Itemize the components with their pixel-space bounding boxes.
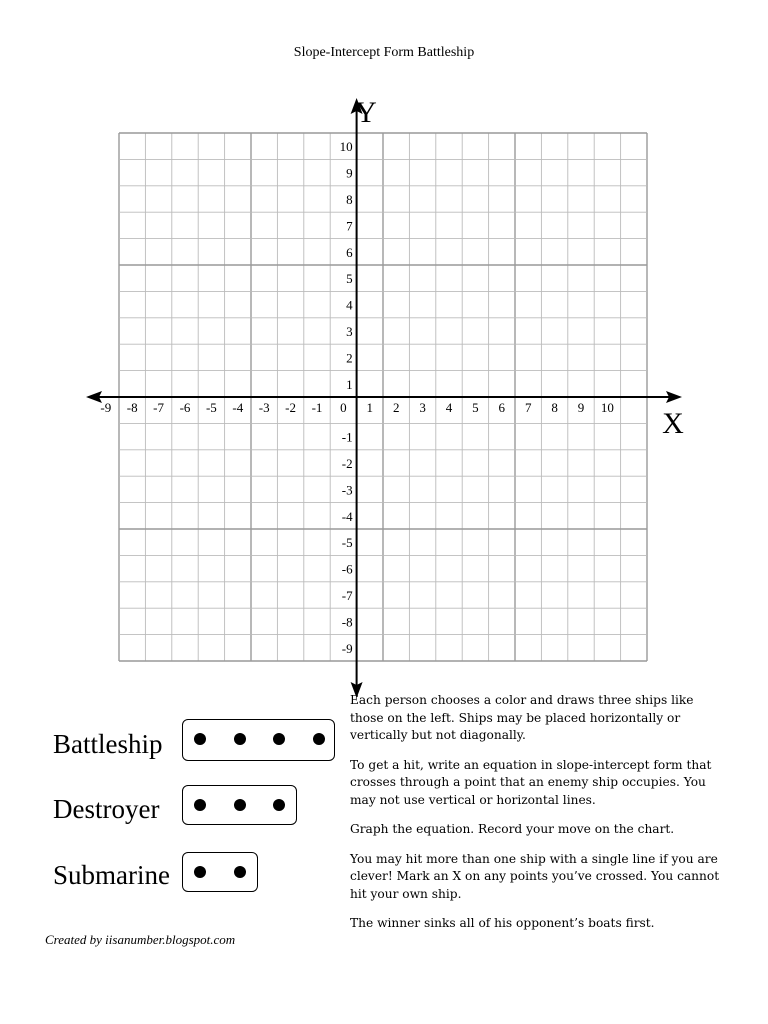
y-tick-label: -3 — [341, 482, 353, 498]
ship-hole-dot — [234, 866, 246, 878]
ship-label-battleship: Battleship — [53, 729, 163, 759]
ship-hole-dot — [313, 733, 325, 745]
y-tick-label: -1 — [341, 429, 353, 445]
x-tick-label: 4 — [445, 400, 453, 415]
x-tick-label: 10 — [600, 400, 614, 415]
ship-label-submarine: Submarine — [53, 860, 170, 890]
x-tick-label: 9 — [577, 400, 585, 415]
y-tick-label: 8 — [346, 192, 353, 207]
instruction-paragraph: Each person chooses a color and draws three ships like those on the left. Ships may be placed horizontally or vertically but not diagonally. — [350, 693, 694, 742]
x-tick-label: -9 — [100, 400, 112, 415]
instruction-paragraph: Graph the equation. Record your move on the chart. — [350, 822, 675, 836]
x-tick-label: -3 — [258, 400, 270, 415]
x-tick-label: -2 — [285, 400, 297, 415]
ship-hole-dot — [273, 733, 285, 745]
x-tick-label: 7 — [524, 400, 532, 415]
x-tick-label: 1 — [366, 400, 374, 415]
x-tick-label: -8 — [126, 400, 138, 415]
y-tick-label: 6 — [346, 244, 353, 260]
y-tick-label: -7 — [341, 588, 353, 603]
x-tick-label: -1 — [311, 400, 323, 415]
submarine-ship-box — [182, 852, 258, 892]
instruction-paragraph: The winner sinks all of his opponent’s boats first. — [350, 916, 655, 930]
x-tick-label: 3 — [419, 400, 426, 415]
x-axis-label: X — [662, 407, 684, 440]
battleship-ship-box — [182, 719, 335, 761]
x-tick-label: 8 — [551, 400, 558, 415]
x-tick-label: -6 — [179, 400, 191, 415]
y-tick-label: -5 — [341, 535, 353, 551]
instruction-paragraph: To get a hit, write an equation in slope-intercept form that crosses through a point that an enemy ship occupies. You may not use vertical or horizontal lines. — [350, 757, 712, 807]
y-tick-label: -9 — [341, 640, 353, 656]
instruction-paragraph: You may hit more than one ship with a single line if you are clever! Mark an X on any points you’ve crossed. You cannot hit your own ship. — [350, 851, 720, 901]
y-tick-label: -6 — [341, 561, 353, 577]
ship-hole-dot — [234, 799, 246, 811]
x-tick-label: 0 — [340, 400, 347, 415]
page-title: Slope-Intercept Form Battleship — [293, 45, 475, 60]
y-tick-label: 7 — [346, 218, 353, 234]
y-tick-label: -8 — [341, 614, 353, 630]
x-tick-label: -4 — [232, 400, 244, 415]
ship-hole-dot — [194, 799, 206, 811]
ship-hole-dot — [194, 733, 206, 745]
ship-hole-dot — [234, 733, 246, 745]
y-tick-label: -4 — [341, 508, 353, 524]
ship-hole-dot — [194, 866, 206, 878]
credit-text: Created by iisanumber.blogspot.com — [45, 932, 236, 947]
y-tick-label: 9 — [346, 165, 353, 181]
y-tick-label: 5 — [346, 271, 353, 287]
y-tick-label: 4 — [346, 297, 353, 313]
y-tick-label: 10 — [339, 139, 353, 155]
y-axis-label: Y — [355, 96, 377, 129]
y-tick-label: 2 — [346, 350, 353, 366]
destroyer-ship-box — [182, 785, 297, 825]
y-tick-label: -2 — [341, 456, 353, 471]
ship-label-destroyer: Destroyer — [53, 794, 160, 824]
x-tick-label: -5 — [205, 400, 217, 415]
x-tick-label: 2 — [392, 400, 400, 415]
instructions — [350, 692, 720, 945]
x-tick-label: -7 — [153, 400, 165, 415]
ship-hole-dot — [273, 799, 285, 811]
y-tick-label: 3 — [346, 324, 353, 339]
x-tick-label: 5 — [472, 400, 479, 415]
x-tick-label: 6 — [498, 400, 506, 415]
y-tick-label: 1 — [346, 376, 353, 392]
